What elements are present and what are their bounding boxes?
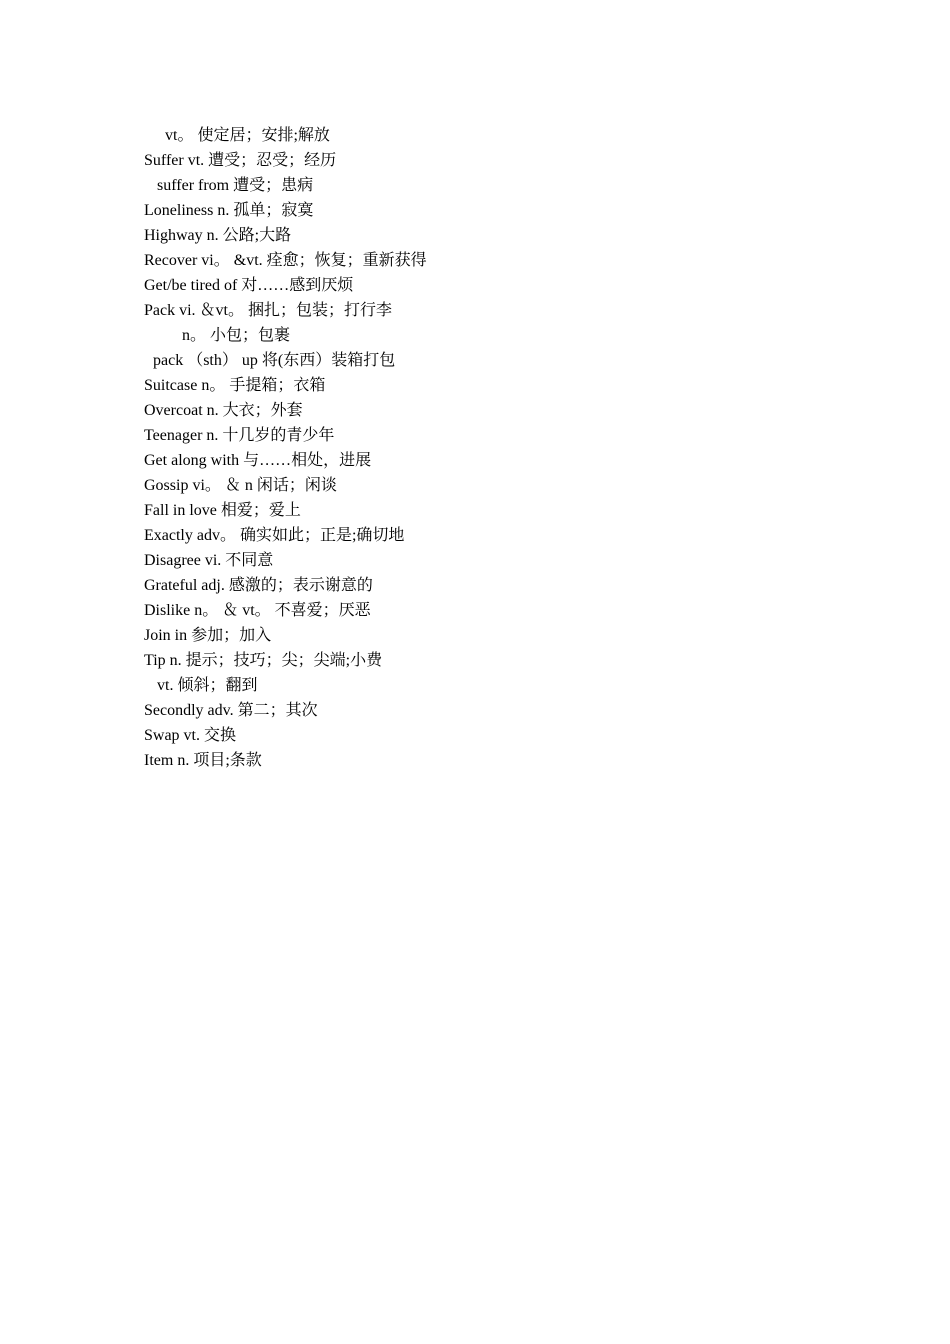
vocab-line-loneliness: Loneliness n. 孤单；寂寞	[144, 202, 314, 219]
vocab-line-suffer: Suffer vt. 遭受；忍受；经历	[144, 152, 337, 169]
vocab-line-suitcase: Suitcase n。 手提箱；衣箱	[144, 377, 326, 394]
vocab-line-item: Item n. 项目;条款	[144, 752, 262, 769]
vocab-line-fall-in-love: Fall in love 相爱；爱上	[144, 502, 301, 519]
vocab-line-overcoat: Overcoat n. 大衣；外套	[144, 402, 303, 419]
vocab-line-vt-settle: vt。 使定居；安排;解放	[165, 127, 330, 144]
vocab-line-get-tired-of: Get/be tired of 对……感到厌烦	[144, 277, 354, 294]
vocab-line-teenager: Teenager n. 十几岁的青少年	[144, 427, 335, 444]
vocab-line-secondly: Secondly adv. 第二；其次	[144, 702, 318, 719]
vocab-line-suffer-from: suffer from 遭受；患病	[157, 177, 314, 194]
vocab-line-pack-up: pack （sth） up 将(东西）装箱打包	[153, 352, 396, 369]
vocab-line-recover: Recover vi。 &vt. 痊愈；恢复；重新获得	[144, 252, 427, 269]
vocab-line-dislike: Dislike n。 ＆ vt。 不喜爱；厌恶	[144, 602, 371, 619]
vocab-line-gossip: Gossip vi。 ＆ n 闲话；闲谈	[144, 477, 337, 494]
vocab-line-swap: Swap vt. 交换	[144, 727, 237, 744]
vocab-line-highway: Highway n. 公路;大路	[144, 227, 292, 244]
vocab-line-get-along-with: Get along with 与……相处，进展	[144, 452, 372, 469]
vocab-line-tip-verb: vt. 倾斜；翻到	[157, 677, 258, 694]
vocab-line-pack: Pack vi. ＆vt。 捆扎；包装；打行李	[144, 302, 392, 319]
vocab-line-exactly: Exactly adv。 确实如此；正是;确切地	[144, 527, 405, 544]
vocab-line-grateful: Grateful adj. 感激的；表示谢意的	[144, 577, 373, 594]
vocab-line-disagree: Disagree vi. 不同意	[144, 552, 274, 569]
vocab-line-join-in: Join in 参加；加入	[144, 627, 272, 644]
vocab-line-tip: Tip n. 提示；技巧；尖；尖端;小费	[144, 652, 383, 669]
vocabulary-list	[144, 123, 427, 773]
vocab-line-pack-noun: n。 小包；包裹	[182, 327, 291, 344]
